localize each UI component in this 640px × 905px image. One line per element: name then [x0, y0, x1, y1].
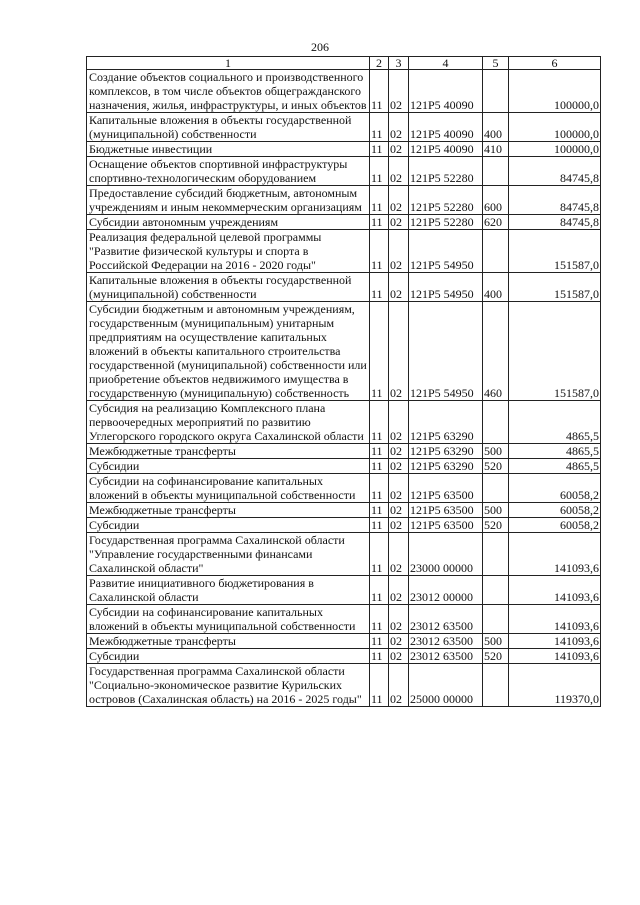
row-amount: 4865,5	[509, 459, 601, 474]
row-section: 11	[370, 230, 389, 273]
row-target-article: 121P5 54950	[409, 230, 483, 273]
row-expense-type: 410	[483, 142, 509, 157]
row-target-article: 121P5 63290	[409, 401, 483, 444]
row-subsection: 02	[389, 649, 409, 664]
header-col-4: 4	[409, 57, 483, 70]
row-target-article: 23000 00000	[409, 533, 483, 576]
row-subsection: 02	[389, 113, 409, 142]
row-name: Бюджетные инвестиции	[87, 142, 370, 157]
row-name: Оснащение объектов спортивной инфраструктуры спортивно-технологическим оборудованием	[87, 157, 370, 186]
table-row	[87, 302, 601, 401]
row-name: Межбюджетные трансферты	[87, 444, 370, 459]
row-name: Капитальные вложения в объекты государственной (муниципальной) собственности	[87, 113, 370, 142]
row-amount: 60058,2	[509, 474, 601, 503]
row-subsection: 02	[389, 273, 409, 302]
row-amount: 151587,0	[509, 230, 601, 273]
row-section: 11	[370, 664, 389, 707]
header-col-2: 2	[370, 57, 389, 70]
row-name: Субсидии автономным учреждениям	[87, 215, 370, 230]
table-row	[87, 186, 601, 215]
row-expense-type	[483, 474, 509, 503]
row-subsection: 02	[389, 533, 409, 576]
row-section: 11	[370, 503, 389, 518]
row-name: Субсидии	[87, 649, 370, 664]
row-target-article: 121P5 63290	[409, 459, 483, 474]
row-subsection: 02	[389, 459, 409, 474]
row-amount: 100000,0	[509, 70, 601, 113]
row-section: 11	[370, 273, 389, 302]
row-name: Межбюджетные трансферты	[87, 503, 370, 518]
row-section: 11	[370, 518, 389, 533]
row-expense-type: 520	[483, 518, 509, 533]
table-row	[87, 70, 601, 113]
row-subsection: 02	[389, 70, 409, 113]
table-row	[87, 518, 601, 533]
row-expense-type: 520	[483, 459, 509, 474]
row-name: Субсидии бюджетным и автономным учреждениям, государственным (муниципальным) унитарным предприятиям на осуществление капитальных вложений в объекты капитального строительства государственной (муниципальной) собственности или приобретение объектов недвижимого имущества в государственную (муниципальную) собственность	[87, 302, 370, 401]
row-amount: 84745,8	[509, 215, 601, 230]
table-row	[87, 401, 601, 444]
row-amount: 60058,2	[509, 518, 601, 533]
row-name: Субсидии	[87, 518, 370, 533]
table-row	[87, 649, 601, 664]
row-target-article: 121P5 63500	[409, 503, 483, 518]
row-subsection: 02	[389, 186, 409, 215]
table-row	[87, 230, 601, 273]
header-col-1: 1	[87, 57, 370, 70]
row-expense-type	[483, 157, 509, 186]
row-section: 11	[370, 474, 389, 503]
row-subsection: 02	[389, 503, 409, 518]
row-target-article: 23012 63500	[409, 605, 483, 634]
row-amount: 84745,8	[509, 157, 601, 186]
row-target-article: 25000 00000	[409, 664, 483, 707]
row-expense-type	[483, 605, 509, 634]
row-name: Межбюджетные трансферты	[87, 634, 370, 649]
row-expense-type: 500	[483, 444, 509, 459]
header-row	[87, 57, 601, 70]
header-col-3: 3	[389, 57, 409, 70]
table-row	[87, 215, 601, 230]
table-row	[87, 503, 601, 518]
table-body	[87, 70, 601, 707]
table-row	[87, 576, 601, 605]
row-expense-type: 600	[483, 186, 509, 215]
row-amount: 151587,0	[509, 302, 601, 401]
row-section: 11	[370, 634, 389, 649]
table-row	[87, 664, 601, 707]
row-subsection: 02	[389, 444, 409, 459]
row-expense-type: 500	[483, 503, 509, 518]
row-amount: 141093,6	[509, 576, 601, 605]
row-expense-type	[483, 230, 509, 273]
row-name: Субсидии на софинансирование капитальных вложений в объекты муниципальной собственности	[87, 474, 370, 503]
header-col-6: 6	[509, 57, 601, 70]
row-section: 11	[370, 113, 389, 142]
row-expense-type: 400	[483, 273, 509, 302]
row-amount: 60058,2	[509, 503, 601, 518]
row-name: Капитальные вложения в объекты государственной (муниципальной) собственности	[87, 273, 370, 302]
row-target-article: 121P5 40090	[409, 142, 483, 157]
row-name: Государственная программа Сахалинской области "Управление государственными финансами Сахалинской области"	[87, 533, 370, 576]
budget-table	[86, 56, 601, 707]
row-target-article: 23012 00000	[409, 576, 483, 605]
row-subsection: 02	[389, 302, 409, 401]
table-header	[87, 57, 601, 70]
row-target-article: 121P5 40090	[409, 113, 483, 142]
row-amount: 119370,0	[509, 664, 601, 707]
row-name: Субсидия на реализацию Комплексного плана первоочередных мероприятий по развитию Углегорского городского округа Сахалинской области	[87, 401, 370, 444]
row-expense-type: 400	[483, 113, 509, 142]
table-row	[87, 634, 601, 649]
row-amount: 84745,8	[509, 186, 601, 215]
table-row	[87, 605, 601, 634]
table-row	[87, 157, 601, 186]
row-section: 11	[370, 605, 389, 634]
row-target-article: 23012 63500	[409, 649, 483, 664]
row-amount: 100000,0	[509, 113, 601, 142]
row-subsection: 02	[389, 634, 409, 649]
row-subsection: 02	[389, 157, 409, 186]
row-expense-type	[483, 664, 509, 707]
table-row	[87, 113, 601, 142]
row-target-article: 121P5 63500	[409, 518, 483, 533]
table-row	[87, 459, 601, 474]
row-section: 11	[370, 533, 389, 576]
row-subsection: 02	[389, 605, 409, 634]
row-expense-type: 520	[483, 649, 509, 664]
row-subsection: 02	[389, 215, 409, 230]
row-name: Субсидии	[87, 459, 370, 474]
header-col-5: 5	[483, 57, 509, 70]
row-amount: 100000,0	[509, 142, 601, 157]
table-row	[87, 474, 601, 503]
row-target-article: 121P5 52280	[409, 215, 483, 230]
row-name: Субсидии на софинансирование капитальных вложений в объекты муниципальной собственности	[87, 605, 370, 634]
row-name: Развитие инициативного бюджетирования в Сахалинской области	[87, 576, 370, 605]
row-amount: 141093,6	[509, 634, 601, 649]
row-target-article: 121P5 54950	[409, 273, 483, 302]
table-row	[87, 273, 601, 302]
row-amount: 4865,5	[509, 444, 601, 459]
table-row	[87, 533, 601, 576]
row-subsection: 02	[389, 576, 409, 605]
page-number: 206	[311, 40, 329, 54]
row-section: 11	[370, 576, 389, 605]
row-target-article: 23012 63500	[409, 634, 483, 649]
table-row	[87, 444, 601, 459]
row-expense-type	[483, 533, 509, 576]
row-target-article: 121P5 40090	[409, 70, 483, 113]
row-expense-type: 500	[483, 634, 509, 649]
row-amount: 141093,6	[509, 605, 601, 634]
row-expense-type	[483, 576, 509, 605]
row-target-article: 121P5 63290	[409, 444, 483, 459]
row-section: 11	[370, 215, 389, 230]
row-section: 11	[370, 302, 389, 401]
row-section: 11	[370, 186, 389, 215]
row-subsection: 02	[389, 664, 409, 707]
row-amount: 4865,5	[509, 401, 601, 444]
row-target-article: 121P5 52280	[409, 186, 483, 215]
row-expense-type: 620	[483, 215, 509, 230]
row-name: Государственная программа Сахалинской области "Социально-экономическое развитие Курильских островов (Сахалинская область) на 2016 - 2025 годы"	[87, 664, 370, 707]
row-subsection: 02	[389, 401, 409, 444]
row-subsection: 02	[389, 474, 409, 503]
row-section: 11	[370, 459, 389, 474]
row-expense-type: 460	[483, 302, 509, 401]
row-subsection: 02	[389, 518, 409, 533]
row-amount: 151587,0	[509, 273, 601, 302]
row-subsection: 02	[389, 142, 409, 157]
row-expense-type	[483, 70, 509, 113]
row-target-article: 121P5 54950	[409, 302, 483, 401]
row-target-article: 121P5 63500	[409, 474, 483, 503]
row-amount: 141093,6	[509, 533, 601, 576]
row-name: Создание объектов социального и производственного комплексов, в том числе объектов общегражданского назначения, жилья, инфраструктуры, и иных объектов	[87, 70, 370, 113]
row-section: 11	[370, 70, 389, 113]
row-section: 11	[370, 444, 389, 459]
row-expense-type	[483, 401, 509, 444]
row-amount: 141093,6	[509, 649, 601, 664]
row-section: 11	[370, 157, 389, 186]
row-section: 11	[370, 401, 389, 444]
row-section: 11	[370, 142, 389, 157]
row-name: Реализация федеральной целевой программы "Развитие физической культуры и спорта в Российской Федерации на 2016 - 2020 годы"	[87, 230, 370, 273]
table-row	[87, 142, 601, 157]
row-subsection: 02	[389, 230, 409, 273]
row-target-article: 121P5 52280	[409, 157, 483, 186]
row-section: 11	[370, 649, 389, 664]
row-name: Предоставление субсидий бюджетным, автономным учреждениям и иным некоммерческим организациям	[87, 186, 370, 215]
